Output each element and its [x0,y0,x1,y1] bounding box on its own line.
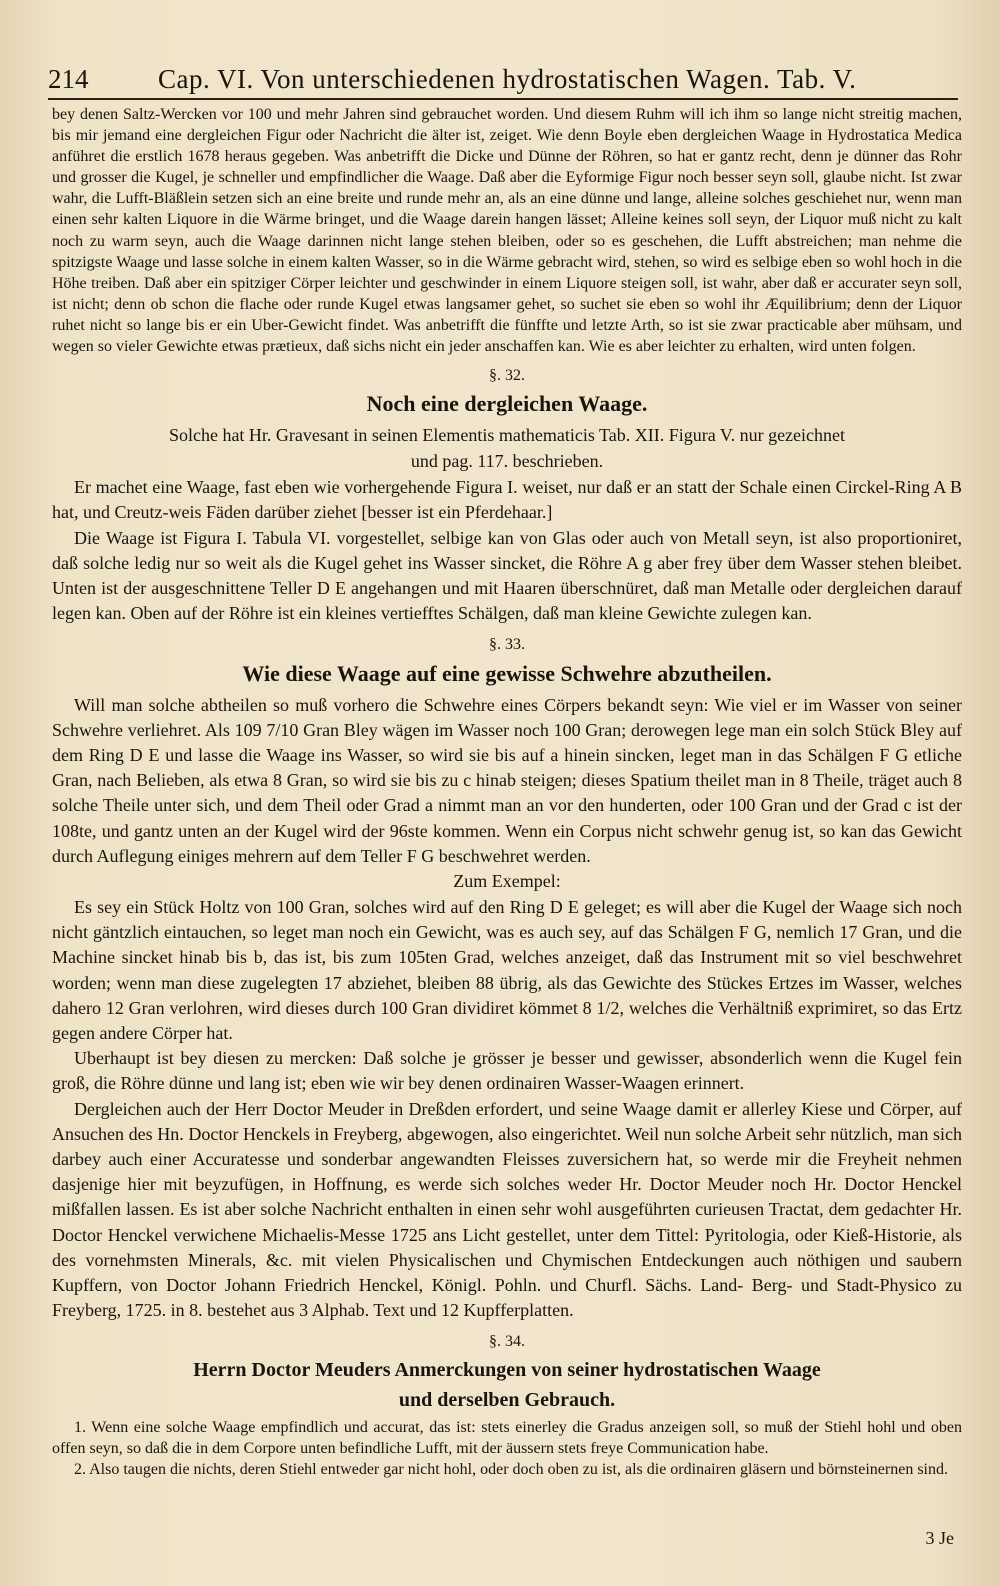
list-item: 1. Wenn eine solche Waage empfindlich und accurat, das ist: stets einerley die Gradus anzeigen soll, so muß der Stiehl hohl und oben offen seyn, so daß die in dem Corpore unten befindliche Lufft, mit der äussern stets freye Communication habe. [52,1418,962,1457]
section-heading-34-line2: und derselben Gebrauch. [398,1388,616,1411]
paragraph: bey denen Saltz-Wercken vor 100 und mehr Jahren sind gebrauchet worden. Und diesem Ruhm will ich ihm so lange nicht streitig machen, bis mir jemand eine dergleichen Figur oder Nachricht die älter ist, zeiget. Wie denn Boyle eben dergleichen Waage in Hydrostatica Medica anführet die erstlich 1678 heraus gegeben. Was anbetrifft die Dicke und Dünne der Röhren, so hat er gantz recht, denn je dünner das Rohr und grosser die Kugel, je schneller und empfindlicher die Waage. Daß aber die Eyformige Figur noch besser seyn soll, glaube nicht. Ist zwar wahr, die Lufft-Bläßlein setzen sich an eine breite und runde mehr an, als an eine dünne und lange, alleine solches geschiehet nur, wenn man einen sehr kalten Liquore in die Wärme bringet, und die Waage darein hangen lässet; Alleine keines soll seyn, der Liquor muß nicht zu kalt noch zu warm seyn, auch die Waage darinnen nicht lange stehen bleiben, oder so es geschehen, die Lufft abstreichen; man nehme die spitzigste Waage und lasse solche in einem kalten Wasser, so in die Wärme gebracht wird, stehen, so wird es selbige eben so wohl hoch in die Höhe treiben. Daß aber ein spitziger Cörper leichter und geschwinder in einem Liquore steigen soll, ist wahr, aber daß er accurater seyn soll, ist nicht; denn ob schon die flache oder runde Kugel etwas langsamer gehet, so suchet sie eben so wohl ihr Æquilibrium; denn der Liquor ruhet nicht so lange bis er ein Uber-Gewicht findet. Was anbetrifft die fünffte und letzte Arth, so ist sie zwar practicable aber mühsam, und wegen so vieler Gewichte etwas prætieux, daß sichs nicht ein jeder anschaffen kan. Wie es aber leichter zu erhalten, wird unten folgen. [52,106,962,356]
section-heading-33: Wie diese Waage auf eine gewisse Schwehre abzutheilen. [242,660,772,686]
catchword: 3 Je [925,1528,954,1548]
section-heading-34-line1: Herrn Doctor Meuders Anmerckungen von seiner hydrostatischen Waage [193,1358,821,1381]
list-item: 2. Also taugen die nichts, deren Stiehl entweder gar nicht hohl, oder doch oben zu ist, als die ordinairen gläsern und börnsteinernen sind. [74,1460,948,1478]
section-heading-32: Noch eine dergleichen Waage. [366,391,648,417]
page-number: 214 [48,64,89,94]
paragraph: Die Waage ist Figura I. Tabula VI. vorgestellet, selbige kan von Glas oder auch von Metall seyn, ist also proportioniret, daß solche ledig nur so weit als die Kugel gehet ins Wasser sincket, die Röhre A g aber frey über dem Wasser stehen bleibet. Unten ist der ausgeschnittene Teller D E angehangen und mit Haaren überschnüret, daß man Metalle oder dergleichen darauf legen kan. Oben auf der Röhre ist ein kleines vertiefftes Schälgen, daß man kleine Gewichte zulegen kan. [52,527,962,624]
section-number-33: §. 33. [489,636,525,654]
running-title: Cap. VI. Von unterschiedenen hydrostatischen Wagen. Tab. V. [158,64,857,94]
paragraph: Er machet eine Waage, fast eben wie vorhergehende Figura I. weiset, nur daß er an statt der Schale einen Circkel-Ring A B hat, und Creutz-weis Fäden darüber ziehet [besser ist ein Pferdehaar.] [52,477,962,523]
paragraph: Uberhaupt ist bey diesen zu mercken: Daß solche je grösser je besser und gewisser, absonderlich wenn die Kugel fein groß, die Röhre dünne und lang ist; eben wie wir bey denen ordinairen Wasser-Waagen erinnert. [52,1048,962,1094]
page-header [48,56,948,102]
header-rule [48,98,958,100]
paragraph: Es sey ein Stück Holtz von 100 Gran, solches wird auf den Ring D E geleget; es will aber die Kugel der Waage sich noch nicht gäntzlich eintauchen, so leget man noch ein Gewicht, was es auch sey, auf das Schälgen F G, nemlich 17 Gran, und die Machine sincket hinab bis b, das ist, bis zum 105ten Grad, welches anzeiget, daß das Instrument mit so viel beschwehret worden; wenn man diese zugelegten 17 abziehet, bleiben 88 übrig, als das Gewichte des Stückes Ertzes im Wasser, welches dahero 12 Gran verlohren, wird dieses durch 100 Gran dividiret kömmet 8 1/2, welches die Verhältniß exprimiret, so das Ertz gegen andere Cörper hat. [52,896,962,1043]
section-lead-32-line2: und pag. 117. beschrieben. [410,451,604,472]
section-number-34: §. 34. [489,1333,525,1351]
section-lead-32-line1: Solche hat Hr. Gravesant in seinen Elementis mathematicis Tab. XII. Figura V. nur gezeichnet [168,425,846,446]
paragraph: Will man solche abtheilen so muß vorhero die Schwehre eines Cörpers bekandt seyn: Wie viel er im Wasser von seiner Schwehre verliehret. Als 109 7/10 Gran Bley wägen im Wasser noch 100 Gran; derowegen lege man ein solch Stück Bley auf dem Ring D E und lasse die Waage ins Wasser, so wird sie bis auf a hinein sincken, leget man in das Schälgen F G etliche Gran, nach Belieben, als etwa 8 Gran, so wird sie bis zu c hinab steigen; dieses Spatium theilet man in 8 Theile, träget auch 8 solche Theile unter sich, und dem Theil oder Grad a nimmt man an vor den hunderten, oder 100 Gran und der Grad c ist der 108te, und gantz unten an der Kugel wird der 96ste kommen. Wenn ein Corpus nicht schwehr genug ist, so kan das Gewicht durch Auflegung einiges mehrern auf dem Teller F G beschwehret werden. [52,694,962,866]
page-body [52,104,962,1480]
section-number-32: §. 32. [489,367,525,385]
paragraph: Dergleichen auch der Herr Doctor Meuder in Dreßden erfordert, und seine Waage damit er allerley Kiese und Cörper, auf Ansuchen des Hn. Doctor Henckels in Freyberg, abgewogen, also eingerichtet. Weil nun solche Arbeit sehr nützlich, man sich darbey auch einer Accuratesse und sonderbar angewandten Fleisses zuversichern hat, so werde mir die Freyheit nehmen dasjenige hier mit beyzufügen, in Hoffnung, es werde sich solches weder Hr. Doctor Meuder noch Hr. Doctor Henckel mißfallen lassen. Es ist aber solche Nachricht enthalten in einen sehr wohl ausgeführten curieusen Tractat, dem gedachter Hr. Doctor Henckel verwichene Michaelis-Messe 1725 ans Licht gestellet, unter dem Tittel: Pyritologia, oder Kieß-Historie, als des vornehmsten Minerals, &c. mit vielen Physicalischen und Chymischen Entdeckungen auch nöthigen und saubern Kupffern, von Doctor Johann Friedrich Henckel, Königl. Pohln. und Churfl. Sächs. Land- Berg- und Stadt-Physico zu Freyberg, 1725. in 8. bestehet aus 3 Alphab. Text und 12 Kupfferplatten. [52,1098,962,1321]
example-label: Zum Exempel: [453,870,561,891]
